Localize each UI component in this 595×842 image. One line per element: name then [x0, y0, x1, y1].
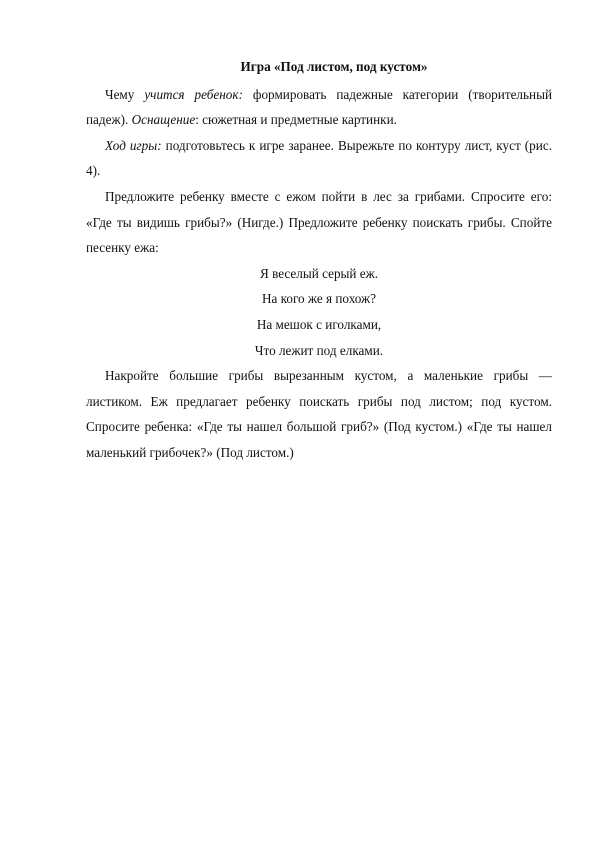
goal-text: формировать падежные категории (творительный падеж).	[86, 86, 552, 128]
hedgehog-song	[86, 261, 552, 363]
poem-line: Что лежит под елками.	[254, 342, 384, 358]
goal-label: учится ребенок:	[144, 86, 243, 102]
paragraph-goal	[86, 82, 552, 133]
poem-line: На мешок с иголками,	[256, 316, 382, 332]
paragraph-invitation: Предложите ребенку вместе с ежом пойти в лес за грибами. Спросите его: «Где ты видишь грибы?» (Нигде.) Предложите ребенку поискать грибы. Спойте песенку ежа:	[86, 188, 552, 256]
poem-line: Я веселый серый еж.	[259, 265, 379, 281]
equipment-text: : сюжетная и предметные картинки.	[195, 112, 397, 128]
paragraph-hiding: Накройте большие грибы вырезанным кустом, а маленькие грибы — листиком. Еж предлагает ребенку поискать грибы под листом; под кустом. Спросите ребенка: «Где ты нашел большой гриб?» (Под кустом.) «Где ты нашел маленький грибочек?» (Под листом.)	[86, 368, 552, 460]
equipment-label: Оснащение	[131, 112, 196, 128]
goal-lead: Чему	[105, 86, 145, 102]
procedure-text: подготовьтесь к игре заранее. Вырежьте по контуру лист, куст (рис. 4).	[86, 137, 552, 179]
paragraph-procedure	[86, 133, 552, 184]
document-page	[86, 54, 552, 466]
procedure-label: Ход игры:	[105, 137, 162, 153]
poem-line: На кого же я похож?	[261, 291, 377, 307]
game-title: Игра «Под листом, под кустом»	[240, 59, 428, 74]
